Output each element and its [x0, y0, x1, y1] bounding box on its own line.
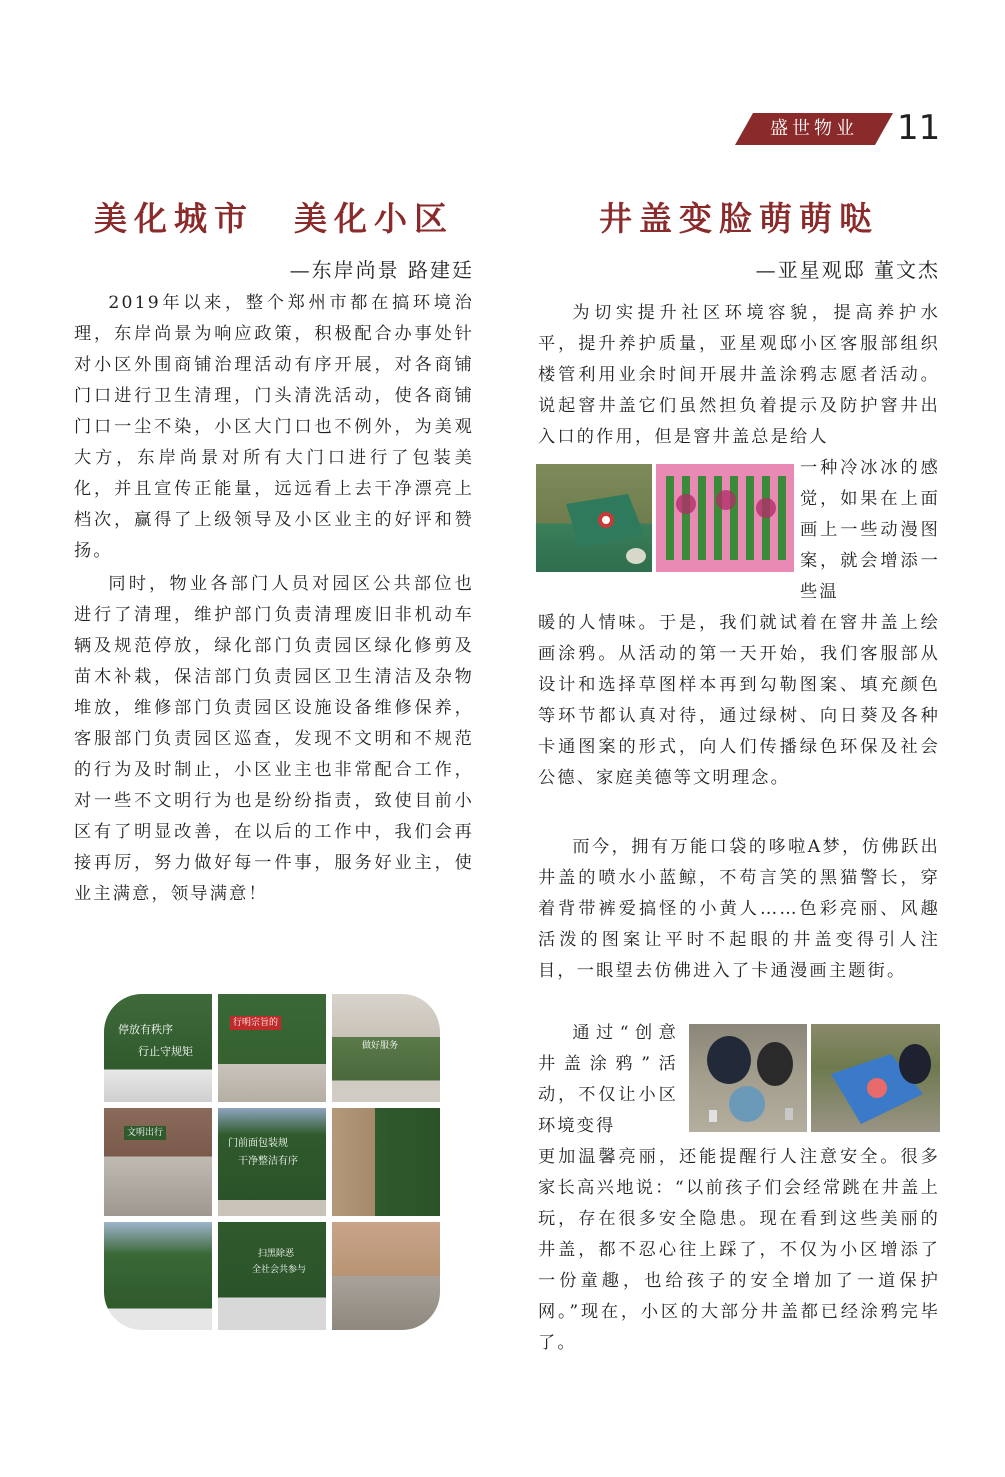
collage-photo-5 — [218, 1108, 326, 1216]
left-paragraph-1: 2019年以来，整个郑州市都在搞环境治理，东岸尚景为响应政策，积极配合办事处针对小区外围商铺治理活动有序开展，对各商铺门口进行卫生清理，门头清洗活动，使各商铺门口一尘不染，小区大门口也不例外，为美观大方，东岸尚景对所有大门口进行了包装美化，并且宣传正能量，远远看上去干净漂亮上档次，赢得了上级领导及小区业主的好评和赞扬。 — [74, 293, 474, 561]
collage-photo-8 — [218, 1222, 326, 1330]
right-article-byline: —亚星观邸 董文杰 — [755, 258, 940, 282]
collage-photo-9 — [332, 1222, 440, 1330]
section-label: 盛世物业 — [770, 118, 858, 139]
right-paragraph-1-wrap: 一种冷冰冰的感觉，如果在上面画上一些动漫图案，就会增添一些温 — [800, 458, 940, 602]
sign-text: 行止守规矩 — [138, 1045, 193, 1058]
sign-text: 做好服务 — [362, 1041, 399, 1051]
sign-text: 扫黑除恶 — [258, 1249, 295, 1259]
left-article-title: 美化城市 美化小区 — [94, 199, 454, 238]
manhole-photo-pink — [656, 464, 794, 572]
left-paragraph-2: 同时，物业各部门人员对园区公共部位也进行了清理，维护部门负责清理废旧非机动车辆及规范停放，绿化部门负责园区绿化修剪及苗木补栽，保洁部门负责园区卫生清洁及杂物堆放，维修部门负责园区设施设备维修保养，客服部门负责园区巡查，发现不文明和不规范的行为及时制止，小区业主也非常配合工作，对一些不文明行为也是纷纷指责，致使目前小区有了明显改善，在以后的工作中，我们会再接再厉，努力做好每一件事，服务好业主，使业主满意，领导满意！ — [74, 574, 474, 904]
painted-cover-icon — [811, 1024, 940, 1132]
right-paragraph-3-wrap: 通过“创意井盖涂鸦”活动，不仅让小区环境变得 — [538, 1023, 678, 1136]
collage-photo-2 — [218, 994, 326, 1102]
sign-text: 文明出行 — [124, 1126, 166, 1140]
right-paragraph-3-rest: 更加温馨亮丽，还能提醒行人注意安全。很多家长高兴地说：“以前孩子们会经常跳在井盖上玩，存在很多安全隐患。现在看到这些美丽的井盖，都不忍心往上踩了，不仅为小区增添了一份童趣，也给孩子的安全增加了一道保护网。”现在，小区的大部分井盖都已经涂鸦完毕了。 — [538, 1147, 940, 1353]
manhole-cover-icon — [536, 464, 652, 572]
grate-cover-icon — [656, 464, 794, 572]
right-article — [538, 196, 940, 284]
right-article-title: 井盖变脸萌萌哒 — [599, 199, 879, 238]
left-article — [74, 196, 474, 910]
activity-photo-2 — [811, 1024, 940, 1132]
people-painting-icon — [689, 1024, 807, 1132]
collage-photo-3 — [332, 994, 440, 1102]
sign-text: 停放有秩序 — [118, 1023, 173, 1036]
manhole-photo-grass — [536, 464, 652, 572]
activity-photo-1 — [689, 1024, 807, 1132]
left-article-byline: —东岸尚景 路建廷 — [289, 258, 474, 282]
sign-text: 干净整洁有序 — [238, 1156, 298, 1167]
right-paragraph-1-rest: 暖的人情味。于是，我们就试着在窨井盖上绘画涂鸦。从活动的第一天开始，我们客服部从设计和选择草图样本再到勾勒图案、填充颜色等环节都认真对待，通过绿树、向日葵及各种卡通图案的形式，向人们传播绿色环保及社会公德、家庭美德等文明理念。 — [538, 613, 940, 788]
collage-photo-1 — [104, 994, 212, 1102]
collage-photo-4 — [104, 1108, 212, 1216]
collage-photo-6 — [332, 1108, 440, 1216]
right-paragraph-1-top: 为切实提升社区环境容貌，提高养护水平，提升养护质量，亚星观邸小区客服部组织楼管利用业余时间开展井盖涂鸦志愿者活动。说起窨井盖它们虽然担负着提示及防护窨井出入口的作用，但是窨井盖总是给人 — [538, 303, 940, 447]
section-tab — [735, 113, 893, 145]
sign-text: 全社会共参与 — [252, 1265, 307, 1275]
sign-text: 门前面包装规 — [228, 1138, 288, 1149]
photo-collage — [104, 994, 440, 1330]
right-paragraph-2: 而今，拥有万能口袋的哆啦A梦，仿佛跃出井盖的喷水小蓝鲸，不苟言笑的黑猫警长，穿着背带裤爱搞怪的小黄人……色彩亮丽、风趣活泼的图案让平时不起眼的井盖变得引人注目，一眼望去仿佛进入了卡通漫画主题街。 — [538, 837, 940, 981]
page-number: 11 — [897, 108, 941, 148]
collage-photo-7 — [104, 1222, 212, 1330]
sign-text: 行明宗旨的 — [230, 1016, 281, 1030]
